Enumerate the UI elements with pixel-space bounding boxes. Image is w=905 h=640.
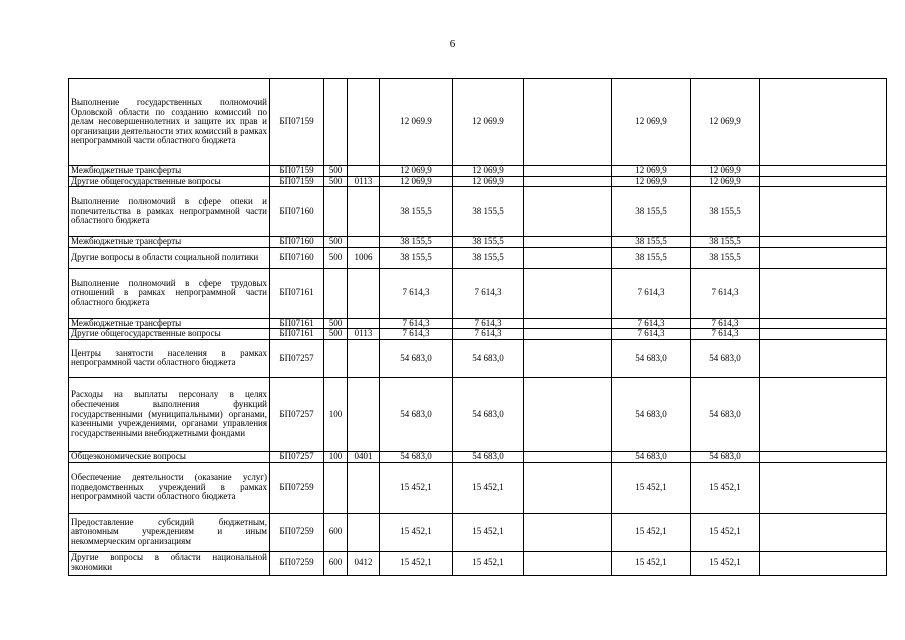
row-name: Межбюджетные трансферты	[69, 166, 270, 177]
table-row	[69, 268, 887, 318]
row-value-5: 12 069,9	[691, 166, 760, 177]
row-value-6	[760, 187, 887, 237]
row-vr: 500	[324, 237, 348, 248]
row-value-4: 12 069,9	[612, 166, 691, 177]
row-value-5: 12 069,9	[691, 176, 760, 187]
row-value-2: 12 069,9	[453, 176, 524, 187]
row-value-4: 7 614,3	[612, 268, 691, 318]
row-value-2: 7 614,3	[453, 329, 524, 340]
row-value-1: 7 614,3	[380, 329, 453, 340]
row-value-3	[524, 318, 612, 329]
row-vr: 500	[324, 166, 348, 177]
row-name: Предоставление субсидий бюджетным, автономным учреждениям и иным некоммерческим организациям	[69, 513, 270, 551]
table-row	[69, 176, 887, 187]
row-rz	[348, 268, 380, 318]
row-value-6	[760, 247, 887, 268]
row-value-5: 15 452,1	[691, 551, 760, 575]
row-code: БП07159	[270, 166, 324, 177]
row-value-1: 12 069,9	[380, 176, 453, 187]
row-value-1: 54 683,0	[380, 377, 453, 451]
row-rz: 0113	[348, 329, 380, 340]
row-code: БП07160	[270, 247, 324, 268]
table-row	[69, 329, 887, 340]
row-value-1: 7 614,3	[380, 268, 453, 318]
table-row	[69, 462, 887, 513]
row-name: Другие вопросы в области национальной экономики	[69, 551, 270, 575]
row-vr: 600	[324, 551, 348, 575]
row-value-2: 54 683,0	[453, 377, 524, 451]
table-row	[69, 318, 887, 329]
row-value-4: 38 155,5	[612, 187, 691, 237]
row-value-4: 15 452,1	[612, 513, 691, 551]
row-rz	[348, 513, 380, 551]
row-name: Другие общегосударственные вопросы	[69, 329, 270, 340]
row-value-1: 12 069,9	[380, 166, 453, 177]
row-value-1: 15 452,1	[380, 462, 453, 513]
row-vr	[324, 187, 348, 237]
row-value-3	[524, 513, 612, 551]
row-value-2: 15 452,1	[453, 551, 524, 575]
row-value-6	[760, 79, 887, 166]
row-rz: 0401	[348, 451, 380, 462]
row-value-3	[524, 451, 612, 462]
row-rz: 1006	[348, 247, 380, 268]
row-value-1: 15 452,1	[380, 551, 453, 575]
row-name: Другие вопросы в области социальной политики	[69, 247, 270, 268]
row-rz	[348, 166, 380, 177]
row-value-5: 54 683,0	[691, 339, 760, 377]
row-vr: 500	[324, 247, 348, 268]
row-value-6	[760, 377, 887, 451]
row-value-5: 15 452,1	[691, 462, 760, 513]
table-row	[69, 187, 887, 237]
table-row	[69, 79, 887, 166]
row-rz	[348, 318, 380, 329]
row-value-6	[760, 318, 887, 329]
row-name: Выполнение полномочий в сфере опеки и попечительства в рамках непрограммной части областного бюджета	[69, 187, 270, 237]
row-value-3	[524, 247, 612, 268]
row-value-4: 54 683,0	[612, 451, 691, 462]
row-value-1: 54 683,0	[380, 451, 453, 462]
row-value-6	[760, 339, 887, 377]
row-value-5: 54 683,0	[691, 451, 760, 462]
row-value-4: 38 155,5	[612, 247, 691, 268]
row-value-3	[524, 176, 612, 187]
row-value-6	[760, 462, 887, 513]
row-vr: 500	[324, 329, 348, 340]
row-code: БП07161	[270, 268, 324, 318]
row-value-2: 7 614,3	[453, 268, 524, 318]
row-value-6	[760, 166, 887, 177]
row-value-4: 54 683,0	[612, 377, 691, 451]
row-value-1: 15 452,1	[380, 513, 453, 551]
row-name: Межбюджетные трансферты	[69, 237, 270, 248]
row-value-5: 7 614,3	[691, 329, 760, 340]
table-row	[69, 166, 887, 177]
table-row	[69, 513, 887, 551]
row-value-5: 7 614,3	[691, 268, 760, 318]
row-value-6	[760, 451, 887, 462]
row-value-4: 15 452,1	[612, 551, 691, 575]
table-row	[69, 339, 887, 377]
row-name: Общеэкономические вопросы	[69, 451, 270, 462]
row-value-5: 12 069,9	[691, 79, 760, 166]
row-value-1: 38 155,5	[380, 237, 453, 248]
row-vr: 100	[324, 451, 348, 462]
row-value-6	[760, 513, 887, 551]
row-value-2: 38 155,5	[453, 237, 524, 248]
row-name: Обеспечение деятельности (оказание услуг) подведомственных учреждений в рамках непрограммной части областного бюджета	[69, 462, 270, 513]
row-rz: 0412	[348, 551, 380, 575]
row-value-6	[760, 329, 887, 340]
table-row	[69, 247, 887, 268]
table-row	[69, 551, 887, 575]
row-value-6	[760, 551, 887, 575]
row-value-3	[524, 79, 612, 166]
row-value-4: 54 683,0	[612, 339, 691, 377]
row-value-1: 12 069.9	[380, 79, 453, 166]
row-vr: 500	[324, 318, 348, 329]
row-name: Межбюджетные трансферты	[69, 318, 270, 329]
row-value-4: 12 069,9	[612, 176, 691, 187]
row-value-2: 54 683,0	[453, 339, 524, 377]
row-rz: 0113	[348, 176, 380, 187]
table-row	[69, 377, 887, 451]
row-value-1: 7 614,3	[380, 318, 453, 329]
row-value-3	[524, 268, 612, 318]
table-row	[69, 451, 887, 462]
row-code: БП07159	[270, 176, 324, 187]
row-name: Другие общегосударственные вопросы	[69, 176, 270, 187]
row-rz	[348, 377, 380, 451]
row-vr	[324, 268, 348, 318]
row-value-2: 12 069,9	[453, 166, 524, 177]
row-name: Центры занятости населения в рамках непрограммной части областного бюджета	[69, 339, 270, 377]
row-value-5: 38 155,5	[691, 237, 760, 248]
row-code: БП07159	[270, 79, 324, 166]
row-value-6	[760, 176, 887, 187]
row-code: БП07259	[270, 513, 324, 551]
row-vr	[324, 339, 348, 377]
row-value-3	[524, 187, 612, 237]
row-value-3	[524, 339, 612, 377]
row-value-6	[760, 237, 887, 248]
row-vr: 100	[324, 377, 348, 451]
row-value-4: 12 069,9	[612, 79, 691, 166]
row-value-2: 12 069.9	[453, 79, 524, 166]
row-name: Выполнение государственных полномочий Орловской области по созданию комиссий по делам несовершеннолетних и защите их прав и организации деятельности этих комиссий в рамках непрограммной части областного бюджета	[69, 79, 270, 166]
row-value-3	[524, 329, 612, 340]
row-value-2: 7 614,3	[453, 318, 524, 329]
row-vr	[324, 79, 348, 166]
row-value-4: 15 452,1	[612, 462, 691, 513]
row-code: БП07160	[270, 237, 324, 248]
row-value-4: 7 614,3	[612, 318, 691, 329]
table-row	[69, 237, 887, 248]
row-value-4: 38 155,5	[612, 237, 691, 248]
row-value-3	[524, 551, 612, 575]
row-value-2: 38 155,5	[453, 247, 524, 268]
row-value-5: 38 155,5	[691, 247, 760, 268]
row-rz	[348, 462, 380, 513]
row-value-2: 15 452,1	[453, 513, 524, 551]
budget-table	[68, 78, 887, 576]
row-code: БП07259	[270, 462, 324, 513]
row-name: Выполнение полномочий в сфере трудовых отношений в рамках непрограммной части областного бюджета	[69, 268, 270, 318]
row-value-3	[524, 462, 612, 513]
row-rz	[348, 187, 380, 237]
row-value-5: 15 452,1	[691, 513, 760, 551]
row-vr: 500	[324, 176, 348, 187]
row-code: БП07257	[270, 339, 324, 377]
row-value-1: 38 155,5	[380, 247, 453, 268]
row-value-3	[524, 237, 612, 248]
row-rz	[348, 79, 380, 166]
row-value-5: 54 683,0	[691, 377, 760, 451]
row-value-3	[524, 166, 612, 177]
row-value-2: 38 155,5	[453, 187, 524, 237]
row-value-3	[524, 377, 612, 451]
row-value-6	[760, 268, 887, 318]
row-value-5: 38 155,5	[691, 187, 760, 237]
row-name: Расходы на выплаты персоналу в целях обеспечения выполнения функций государственными (муниципальными) органами, казенными учреждениями, органами управления государственными внебюджетными фондами	[69, 377, 270, 451]
page-number: 6	[449, 38, 456, 50]
row-value-2: 15 452,1	[453, 462, 524, 513]
row-code: БП07257	[270, 451, 324, 462]
row-vr	[324, 462, 348, 513]
row-rz	[348, 237, 380, 248]
row-vr: 600	[324, 513, 348, 551]
row-value-1: 54 683,0	[380, 339, 453, 377]
row-value-2: 54 683,0	[453, 451, 524, 462]
row-value-1: 38 155,5	[380, 187, 453, 237]
row-code: БП07161	[270, 318, 324, 329]
row-code: БП07160	[270, 187, 324, 237]
row-value-4: 7 614,3	[612, 329, 691, 340]
row-code: БП07257	[270, 377, 324, 451]
row-code: БП07259	[270, 551, 324, 575]
row-value-5: 7 614,3	[691, 318, 760, 329]
row-code: БП07161	[270, 329, 324, 340]
row-rz	[348, 339, 380, 377]
